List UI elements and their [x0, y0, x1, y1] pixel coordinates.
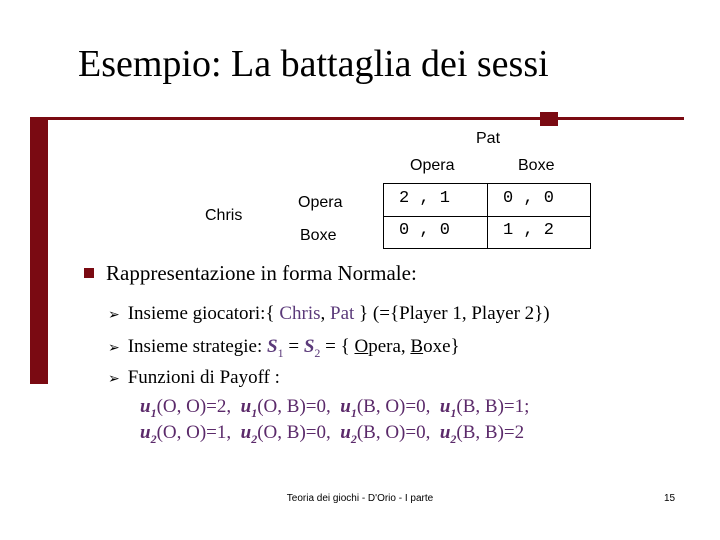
left-accent-bar [30, 118, 48, 384]
arrow-bullet-icon: ➢ [108, 371, 120, 387]
opera-rest: pera, [368, 336, 411, 357]
strategies-brace: = { [320, 336, 355, 357]
column-strategy-opera: Opera [410, 157, 455, 174]
accent-square [540, 112, 558, 126]
sub-bullet-players [108, 303, 550, 325]
boxe-rest: oxe} [423, 336, 460, 357]
column-player-label: Pat [476, 130, 501, 147]
payoff-term: $u_1(B$, B)=1; [439, 396, 530, 420]
payoff-cell-boxe-opera: 0 , 0 [399, 221, 451, 240]
payoff-line-player2 [140, 422, 524, 447]
opera-initial: O [354, 336, 369, 357]
boxe-initial: B [410, 336, 424, 357]
page-number: 15 [664, 493, 676, 504]
strategy-set-s2: S [303, 336, 315, 357]
title-underline [30, 117, 684, 120]
strategy-set-s2-subscript: 2 [314, 345, 321, 360]
strategy-set-s1-subscript: 1 [277, 345, 284, 360]
slide-footer: Teoria dei giochi - D'Orio - I parte [286, 493, 434, 504]
payoff-term: $u_2(B$, O)=0, [340, 422, 431, 446]
sub-bullet-payoff [108, 367, 280, 389]
payoff-term: $u_2(O$, O)=1, [140, 422, 232, 446]
strategy-set-s1: S [267, 336, 278, 357]
strategies-equals: = [283, 336, 304, 357]
payoff-line-player1 [140, 396, 529, 421]
payoff-term: $u_1(O$, B)=0, [240, 396, 331, 420]
players-suffix: } (={Player 1, Player 2}) [354, 303, 550, 324]
players-prefix: Insieme giocatori:{ [127, 303, 280, 324]
slide-title: Esempio: La battaglia dei sessi [78, 43, 549, 85]
payoff-cell-opera-opera: 2 , 1 [399, 189, 451, 208]
payoff-cell-opera-boxe: 0 , 0 [503, 189, 555, 208]
players-comma: , [320, 303, 330, 324]
arrow-bullet-icon: ➢ [108, 307, 120, 323]
strategies-prefix: Insieme strategie: [127, 336, 268, 357]
row-strategy-boxe: Boxe [300, 227, 337, 244]
row-player-label: Chris [205, 207, 243, 224]
arrow-bullet-icon: ➢ [108, 340, 120, 356]
payoff-term: $u_1(O$, O)=2, [140, 396, 232, 420]
payoff-matrix [383, 183, 591, 249]
payoff-term: $u_2(O$, B)=0, [240, 422, 331, 446]
bullet-square-icon [84, 268, 94, 278]
player-chris: Chris [279, 303, 321, 324]
payoff-heading: Funzioni di Payoff : [127, 367, 280, 388]
player-pat: Pat [330, 303, 355, 324]
main-bullet-text: Rappresentazione in forma Normale: [106, 261, 417, 285]
payoff-cell-boxe-boxe: 1 , 2 [503, 221, 555, 240]
payoff-term: $u_2(B$, B)=2 [439, 422, 525, 446]
payoff-term: $u_1(B$, O)=0, [340, 396, 431, 420]
sub-bullet-strategies [108, 336, 460, 361]
column-strategy-boxe: Boxe [518, 157, 555, 174]
row-strategy-opera: Opera [298, 194, 343, 211]
